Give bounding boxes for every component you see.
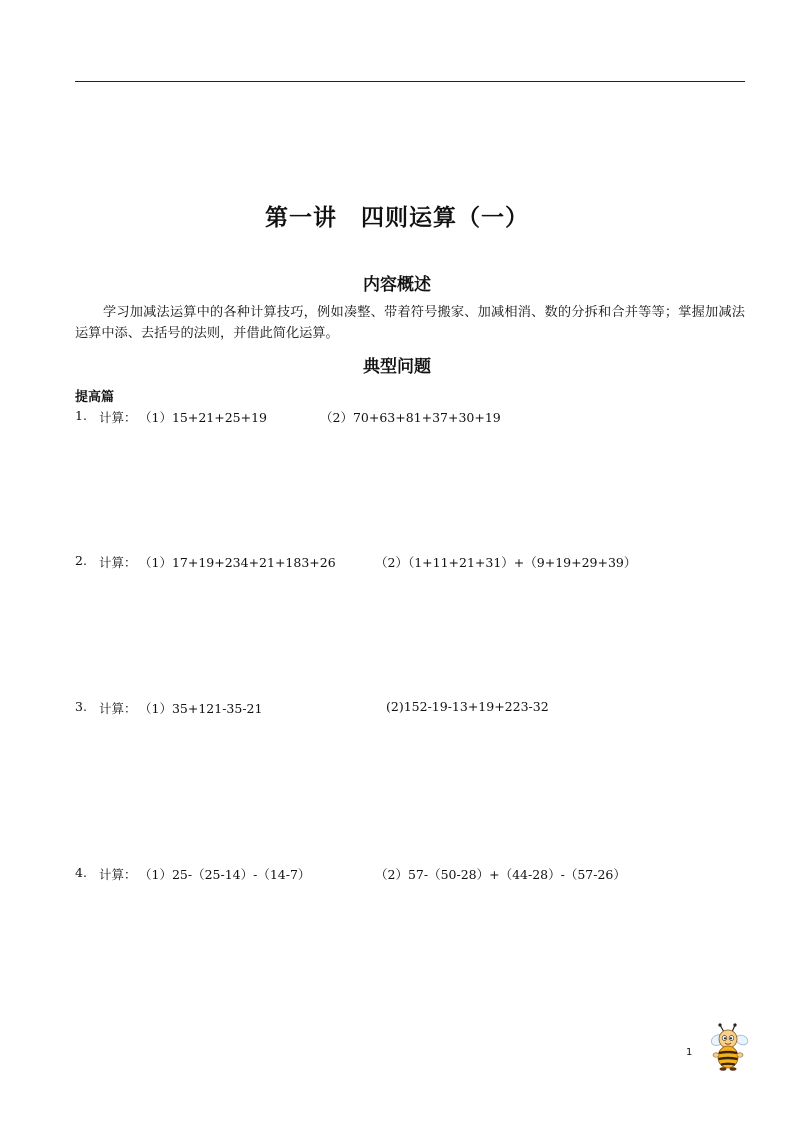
problem-number: 4.	[75, 865, 87, 880]
problem-label: 计算：	[99, 410, 137, 425]
problem-number: 1.	[75, 408, 87, 423]
problem-3	[75, 699, 745, 719]
problem-part-2: （2）70+63+81+37+30+19	[320, 410, 501, 425]
problem-1	[75, 408, 745, 428]
problem-number: 2.	[75, 553, 87, 568]
bee-mascot-icon	[704, 1022, 752, 1072]
lecture-title: 第一讲 四则运算（一）	[265, 205, 529, 231]
problem-label: 计算：	[99, 701, 137, 716]
subheading-advanced: 提高篇	[75, 390, 115, 405]
header-rule	[75, 81, 745, 82]
problem-part-1: （1）35+121-35-21	[139, 701, 263, 716]
problem-label: 计算：	[99, 867, 137, 882]
problem-part-1: （1）25-（25-14）-（14-7）	[139, 867, 311, 882]
problem-part-2: （2）（1+11+21+31）+（9+19+29+39）	[375, 555, 637, 570]
overview-text: 学习加减法运算中的各种计算技巧，例如凑整、带着符号搬家、加减相消、数的分拆和合并等等；掌握加减法运算中添、去括号的法则，并借此简化运算。	[75, 305, 745, 341]
problem-part-1: （1）17+19+234+21+183+26	[139, 555, 336, 570]
problem-4	[75, 865, 745, 885]
problem-part-1: （1）15+21+25+19	[139, 410, 267, 425]
problem-part-2: （2）57-（50-28）+（44-28）-（57-26）	[375, 867, 626, 882]
overview-heading: 内容概述	[363, 275, 431, 295]
typical-problems-heading: 典型问题	[363, 357, 431, 377]
problem-number: 3.	[75, 699, 87, 714]
problem-part-2: (2)152-19-13+19+223-32	[386, 699, 549, 714]
problem-label: 计算：	[99, 555, 137, 570]
page-number: 1	[686, 1047, 693, 1058]
problem-2	[75, 553, 745, 573]
